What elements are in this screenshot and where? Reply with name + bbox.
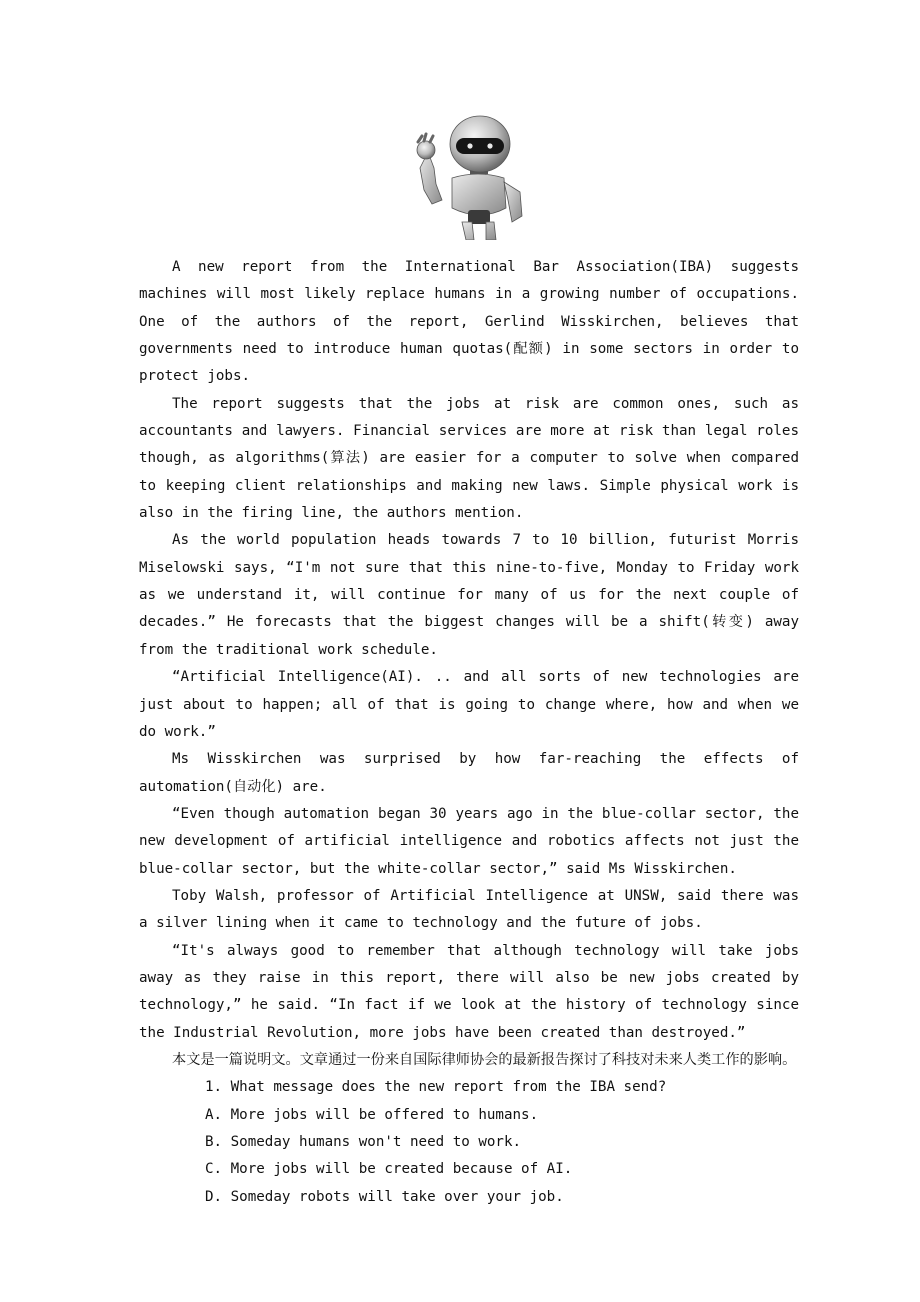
option-d: D. Someday robots will take over your job. (205, 1188, 564, 1205)
paragraph-8: “It's always good to remember that although technology will take jobs away as they raise in this report, there will also be new jobs created by technology,” he said. “In fact if we look at the history of technology since the Industrial Revolution, more jobs have been created than destroyed.” (139, 942, 799, 1041)
article-text (139, 254, 799, 1211)
question-text: 1. What message does the new report from the IBA send? (205, 1079, 667, 1096)
option-c: C. More jobs will be created because of AI. (205, 1161, 573, 1178)
paragraph-1: A new report from the International Bar Association(IBA) suggests machines will most likely replace humans in a growing number of occupations. One of the authors of the report, Gerlind Wisskirchen, believes that governments need to introduce human quotas(配额) in some sectors in order to protect jobs. (139, 259, 799, 385)
paragraph-4: “Artificial Intelligence(AI). .. and all sorts of new technologies are just about to happen; all of that is going to change where, how and when we do work.” (139, 669, 799, 740)
option-a: A. More jobs will be offered to humans. (205, 1106, 539, 1123)
summary-paragraph: 本文是一篇说明文。文章通过一份来自国际律师协会的最新报告探讨了科技对未来人类工作的影响。 (172, 1051, 797, 1068)
paragraph-2: The report suggests that the jobs at risk are common ones, such as accountants and lawyers. Financial services are more at risk than legal roles though, as algorithms(算法) are easier for a computer to solve when compared to keeping client relationships and making new laws. Simple physical work is also in the firing line, the authors mention. (139, 395, 799, 522)
option-b: B. Someday humans won't need to work. (205, 1134, 522, 1150)
paragraph-6: “Even though automation began 30 years ago in the blue-collar sector, the new development of artificial intelligence and robotics affects not just the blue-collar sector, but the white-collar sector,” said Ms Wisskirchen. (139, 805, 799, 877)
paragraph-5: Ms Wisskirchen was surprised by how far-reaching the effects of automation(自动化) are. (139, 751, 799, 795)
paragraph-3: As the world population heads towards 7 to 10 billion, futurist Morris Miselowski says, “I'm not sure that this nine-to-five, Monday to Friday work as we understand it, will continue for many of us for the next couple of decades.” He forecasts that the biggest changes will be a shift(转变) away from the traditional work schedule. (139, 532, 799, 658)
robot-illustration (408, 112, 538, 240)
paragraph-7: Toby Walsh, professor of Artificial Intelligence at UNSW, said there was a silver lining when it came to technology and the future of jobs. (139, 887, 799, 932)
